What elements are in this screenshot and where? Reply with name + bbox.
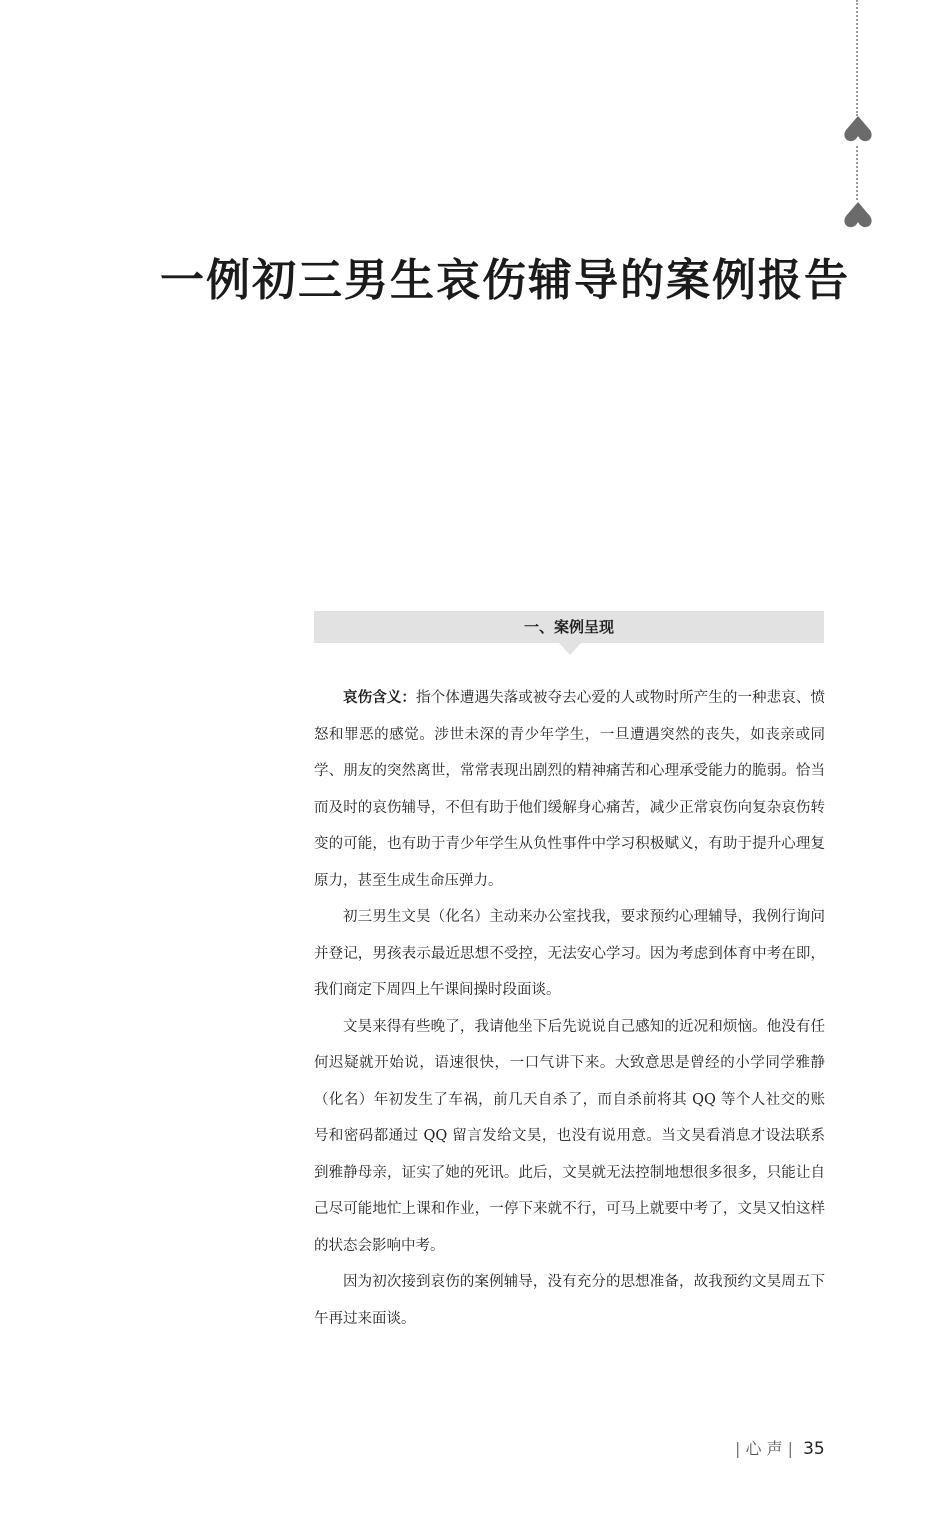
page-footer — [735, 1436, 825, 1459]
paragraph: 因为初次接到哀伤的案例辅导，没有充分的思想准备，故我预约文昊周五下午再过来面谈。 — [314, 1274, 825, 1327]
paragraph: 文昊来得有些晚了，我请他坐下后先说说自己感知的近况和烦恼。他没有任何迟疑就开始说，语速很快，一口气讲下来。大致意思是曾经的小学同学雅静（化名）年初发生了车祸，前几天自杀了，而自杀前将其 QQ 等个人社交的账号和密码都通过 QQ 留言发给文昊，也没有说用意。当文昊看消息才设法联系到雅静母亲，证实了她的死讯。此后，文昊就无法控制地想很多很多，只能让自己尽可能地忙上课和作业，一停下来就不行，可马上就要中考了，文昊又怕这样的状态会影响中考。 — [314, 1018, 825, 1254]
paragraph-text: 指个体遭遇失落或被夺去心爱的人或物时所产生的一种悲哀、愤怒和罪恶的感觉。涉世未深的青少年学生，一旦遭遇突然的丧失，如丧亲或同学、朋友的突然离世，常常表现出剧烈的精神痛苦和心理承受能力的脆弱。恰当而及时的哀伤辅导，不但有助于他们缓解身心痛苦，减少正常哀伤向复杂哀伤转变的可能，也有助于青少年学生从负性事件中学习积极赋义，有助于提升心理复原力，甚至生成生命压弹力。 — [314, 690, 825, 889]
section-heading-notch — [559, 643, 581, 655]
footer-divider: | — [735, 1439, 746, 1458]
section-heading: 一、案例呈现 — [523, 618, 614, 636]
paragraph: 初三男生文昊（化名）主动来办公室找我，要求预约心理辅导，我例行询问并登记，男孩表示最近思想不受控，无法安心学习。因为考虑到体育中考在即，我们商定下周四上午课间操时段面谈。 — [314, 909, 825, 998]
article-title: 一例初三男生哀伤辅导的案例报告 — [160, 255, 850, 306]
paragraph — [314, 680, 825, 899]
dotted-thread-middle — [856, 146, 858, 200]
footer-column-name: 心 声 — [745, 1439, 783, 1458]
heart-icon — [843, 114, 873, 144]
section-heading-bar — [314, 611, 824, 643]
term-label: 哀伤含义： — [343, 690, 417, 706]
heart-icon — [843, 200, 873, 230]
page-number: 35 — [803, 1439, 825, 1459]
article-body — [314, 680, 825, 1337]
dotted-thread-top — [856, 0, 858, 116]
footer-divider: | — [782, 1439, 794, 1458]
